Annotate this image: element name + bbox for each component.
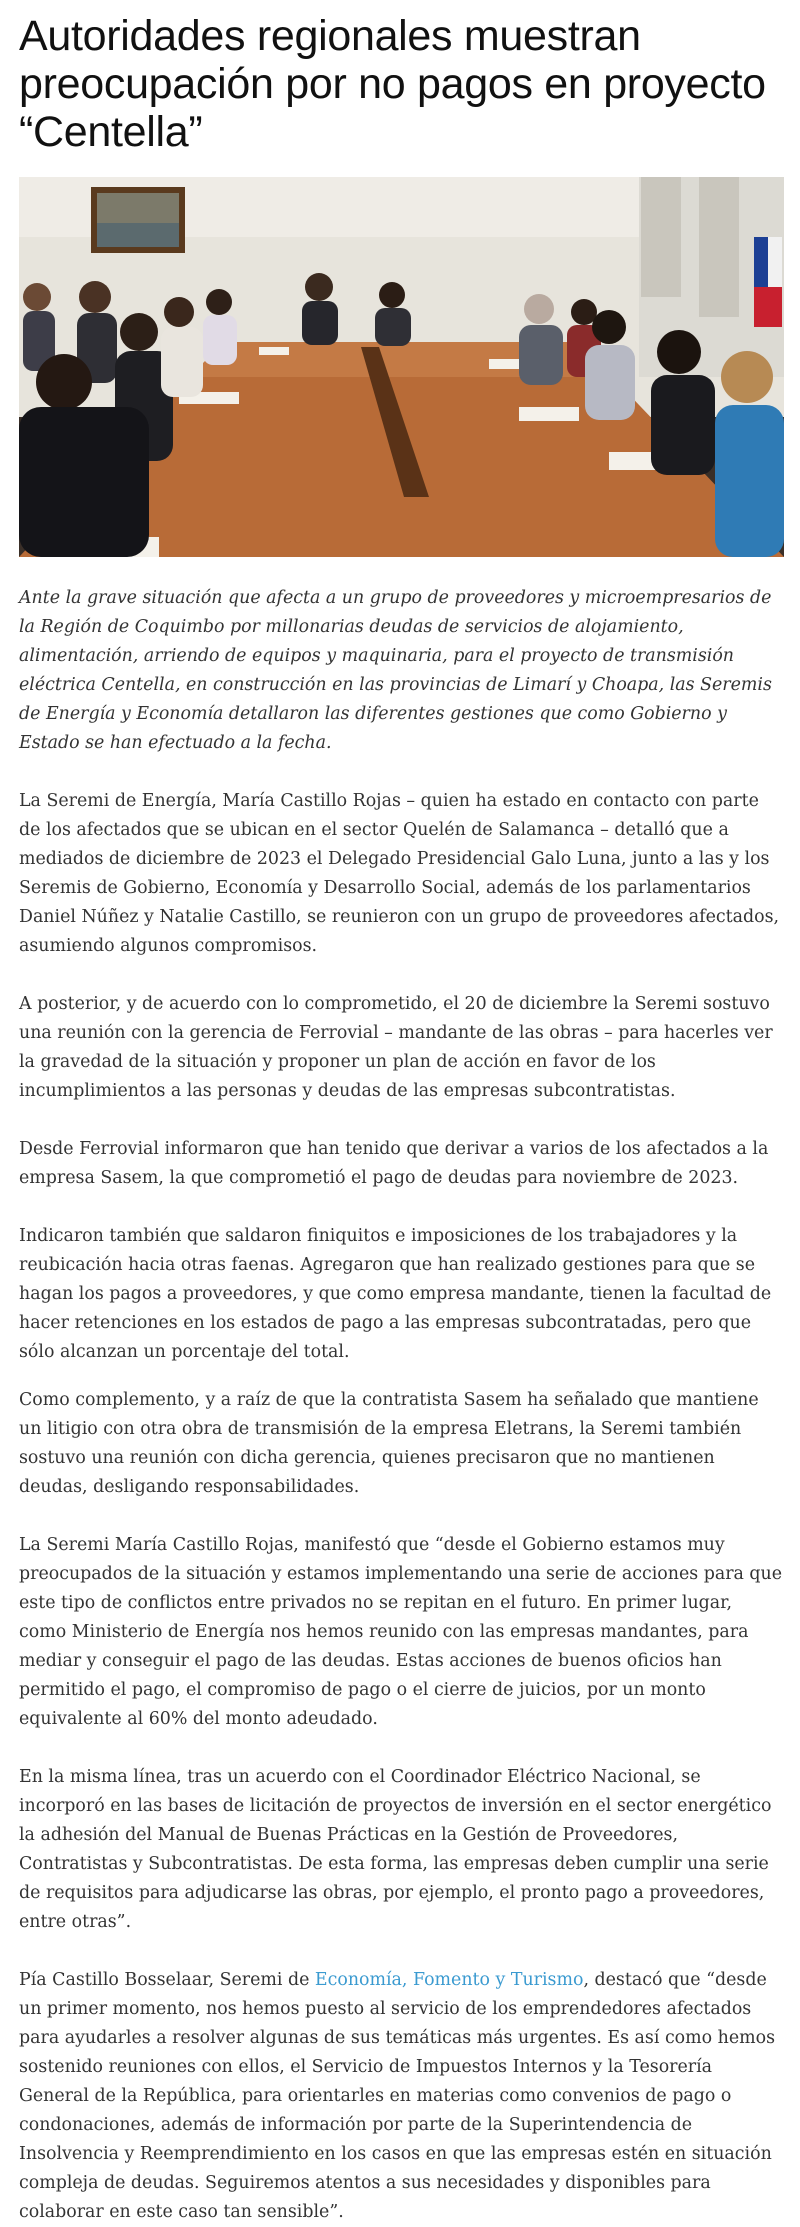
- article-paragraph: A posterior, y de acuerdo con lo comprometido, el 20 de diciembre la Seremi sostuvo una reunión con la gerencia de Ferrovial – mandante de las obras – para hacerles ver la gravedad de la situación y proponer un plan de acción en favor de los incumplimientos a las personas y deudas de las empresas subcontratistas.: [19, 994, 773, 1101]
- article-paragraph: La Seremi de Energía, María Castillo Rojas – quien ha estado en contacto con parte de los afectados que se ubican en el sector Quelén de Salamanca – detalló que a mediados de diciembre de 2023 el Delegado Presidencial Galo Luna, junto a las y los Seremis de Gobierno, Economía y Desarrollo Social, además de los parlamentarios Daniel Núñez y Natalie Castillo, se reunieron con un grupo de proveedores afectados, asumiendo algunos compromisos.: [19, 791, 780, 956]
- article-paragraph: La Seremi María Castillo Rojas, manifestó que “desde el Gobierno estamos muy preocupados de la situación y estamos implementando una serie de acciones para que este tipo de conflictos entre privados no se repitan en el futuro. En primer lugar, como Ministerio de Energía nos hemos reunido con las empresas mandantes, para mediar y conseguir el pago de las deudas. Estas acciones de buenos oficios han permitido el pago, el compromiso de pago o el cierre de juicios, por un monto equivalente al 60% del monto adeudado.: [19, 1535, 783, 1729]
- paragraph-text-after-link: , destacó que “desde un primer momento, nos hemos puesto al servicio de los emprendedores afectados para ayudarles a resolver algunas de sus temáticas más urgentes. Es así como hemos sostenido reuniones con ellos, el Servicio de Impuestos Internos y la Tesorería General de la República, para orientarles en materias como convenios de pago o condonaciones, además de información por parte de la Superintendencia de Insolvencia y Reemprendimiento en los casos en que las empresas estén en situación compleja de deudas. Seguiremos atentos a sus necesidades y disponibles para colaborar en este caso tan sensible”.: [19, 1970, 776, 2222]
- article-paragraph: Como complemento, y a raíz de que la contratista Sasem ha señalado que mantiene un litigio con otra obra de transmisión de la empresa Eletrans, la Seremi también sostuvo una reunión con dicha gerencia, quienes precisaron que no mantienen deudas, desligando responsabilidades.: [19, 1390, 759, 1497]
- article-paragraph: [19, 1966, 784, 2227]
- article-paragraph: Indicaron también que saldaron finiquitos e imposiciones de los trabajadores y la reubicación hacia otras faenas. Agregaron que han realizado gestiones para que se hagan los pagos a proveedores, y que como empresa mandante, tienen la facultad de hacer retenciones en los estados de pago a las empresas subcontratadas, pero que sólo alcanzan un porcentaje del total.: [19, 1226, 772, 1362]
- paragraph-text-before-link: Pía Castillo Bosselaar, Seremi de: [19, 1970, 315, 1990]
- article: [19, 0, 784, 2222]
- article-photo-meeting: [19, 177, 784, 557]
- economia-link[interactable]: Economía, Fomento y Turismo: [314, 1970, 584, 1990]
- article-lead: Ante la grave situación que afecta a un grupo de proveedores y microempresarios de la Región de Coquimbo por millonarias deudas de servicios de alojamiento, alimentación, arriendo de equipos y maquinaria, para el proyecto de transmisión eléctrica Centella, en construcción en las provincias de Limarí y Choapa, las Seremis de Energía y Economía detallaron las diferentes gestiones que como Gobierno y Estado se han efectuado a la fecha.: [19, 588, 772, 753]
- article-headline: Autoridades regionales muestran preocupación por no pagos en proyecto “Centella”: [19, 12, 766, 156]
- article-paragraph: Desde Ferrovial informaron que han tenido que derivar a varios de los afectados a la empresa Sasem, la que comprometió el pago de deudas para noviembre de 2023.: [19, 1139, 769, 1188]
- article-body: [19, 584, 784, 2227]
- article-paragraph: En la misma línea, tras un acuerdo con el Coordinador Eléctrico Nacional, se incorporó en las bases de licitación de proyectos de inversión en el sector energético la adhesión del Manual de Buenas Prácticas en la Gestión de Proveedores, Contratistas y Subcontratistas. De esta forma, las empresas deben cumplir una serie de requisitos para adjudicarse las obras, por ejemplo, el pronto pago a proveedores, entre otras”.: [19, 1767, 772, 1932]
